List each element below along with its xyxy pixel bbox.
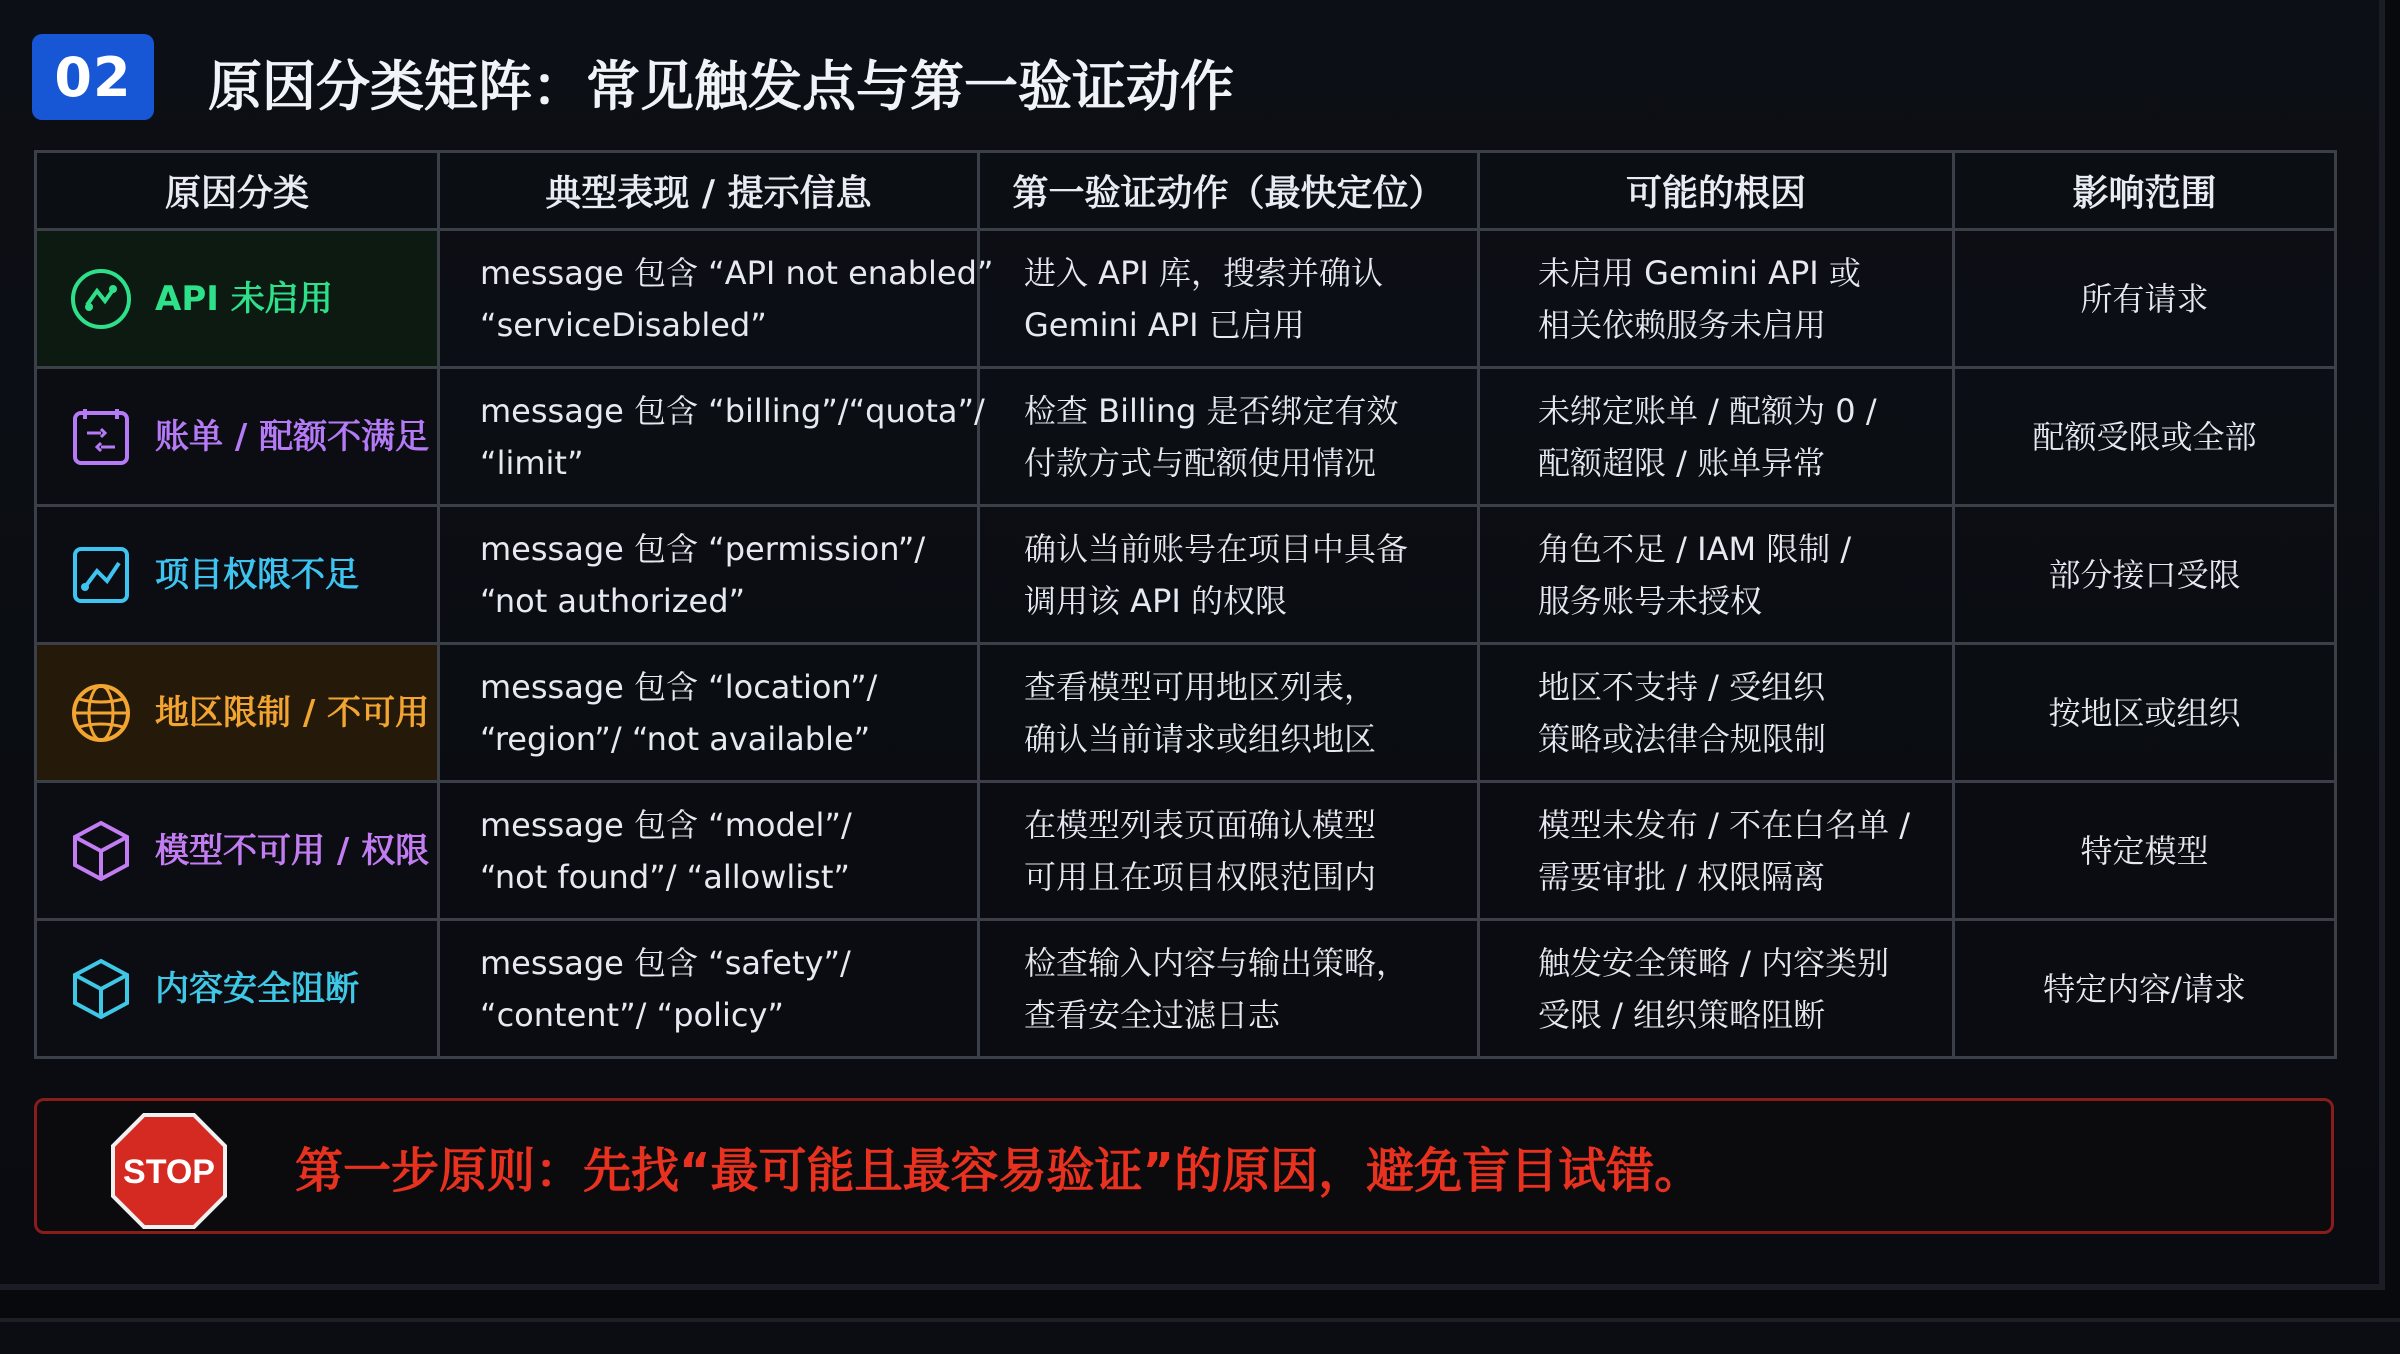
first-action-cell	[979, 506, 1479, 644]
slide-title: 原因分类矩阵：常见触发点与第一验证动作	[208, 54, 1234, 118]
symptom-line: message 包含 “billing”/“quota”/	[480, 391, 985, 430]
table-row	[36, 644, 2336, 782]
action-line: 检查输入内容与输出策略，	[1024, 943, 1409, 982]
action-line: 可用且在项目权限范围内	[1024, 857, 1377, 896]
symptom-line: “not found”/ “allowlist”	[480, 857, 850, 896]
category-label: API 未启用	[155, 278, 333, 319]
scope-cell: 配额受限或全部	[1954, 368, 2336, 506]
action-line: 确认当前请求或组织地区	[1024, 719, 1377, 758]
svg-text:STOP: STOP	[123, 1153, 215, 1191]
cube-icon	[67, 817, 135, 885]
root-line: 模型未发布 / 不在白名单 /	[1538, 805, 1911, 844]
root-line: 配额超限 / 账单异常	[1538, 443, 1826, 482]
scope-cell: 所有请求	[1954, 230, 2336, 368]
stop-sign-icon	[109, 1111, 229, 1231]
symptom-cell	[439, 368, 985, 506]
principle-callout	[34, 1098, 2334, 1234]
root-line: 策略或法律合规限制	[1538, 719, 1827, 758]
action-line: 查看安全过滤日志	[1024, 995, 1281, 1034]
action-line: 在模型列表页面确认模型	[1024, 805, 1377, 844]
category-cell	[36, 920, 439, 1058]
root-cause-cell	[1479, 368, 1954, 506]
header-symptom: 典型表现 / 提示信息	[439, 152, 979, 230]
scope-cell: 特定内容/请求	[1954, 920, 2336, 1058]
first-step-principle: 第一步原则：先找“最可能且最容易验证”的原因，避免盲目试错。	[295, 1142, 1703, 1199]
category-cell	[36, 644, 439, 782]
next-slide-strip	[0, 1318, 2400, 1354]
category-cell	[36, 782, 439, 920]
scope-cell: 按地区或组织	[1954, 644, 2336, 782]
category-label: 地区限制 / 不可用	[155, 692, 430, 733]
table-row	[36, 506, 2336, 644]
category-cell	[36, 506, 439, 644]
action-line: 调用该 API 的权限	[1024, 581, 1287, 620]
category-label: 项目权限不足	[155, 554, 359, 595]
root-line: 需要审批 / 权限隔离	[1538, 857, 1826, 896]
root-line: 服务账号未授权	[1538, 581, 1763, 620]
action-line: 付款方式与配额使用情况	[1024, 443, 1377, 482]
first-action-cell	[979, 782, 1479, 920]
root-line: 地区不支持 / 受组织	[1538, 667, 1826, 706]
first-action-cell	[979, 920, 1479, 1058]
cause-matrix-table	[34, 150, 2337, 1059]
symptom-cell	[439, 506, 979, 644]
symptom-line: message 包含 “permission”/	[480, 529, 926, 568]
first-action-cell	[979, 230, 1479, 368]
symptom-line: “region”/ “not available”	[480, 719, 871, 758]
scope-cell: 特定模型	[1954, 782, 2336, 920]
symptom-cell	[439, 920, 979, 1058]
table-row	[36, 782, 2336, 920]
section-number-badge: 02	[32, 34, 154, 120]
root-cause-cell	[1479, 506, 1954, 644]
category-label: 内容安全阻断	[155, 968, 359, 1009]
header-category: 原因分类	[36, 152, 439, 230]
action-line: 检查 Billing 是否绑定有效	[1024, 391, 1399, 430]
symptom-line: message 包含 “API not enabled”	[480, 253, 994, 292]
symptom-line: “not authorized”	[480, 581, 746, 620]
symptom-line: message 包含 “location”/	[480, 667, 878, 706]
root-line: 触发安全策略 / 内容类别	[1538, 943, 1890, 982]
table-row	[36, 230, 2336, 368]
category-cell	[36, 368, 439, 506]
symptom-line: “content”/ “policy”	[480, 995, 784, 1034]
table-row	[36, 920, 2336, 1058]
category-label: 模型不可用 / 权限	[155, 830, 430, 871]
root-cause-cell	[1479, 644, 1954, 782]
action-line: 确认当前账号在项目中具备	[1024, 529, 1409, 568]
symptom-cell	[439, 782, 979, 920]
header-first-action: 第一验证动作（最快定位）	[979, 152, 1479, 230]
permission-icon	[67, 541, 135, 609]
root-line: 角色不足 / IAM 限制 /	[1538, 529, 1852, 568]
root-line: 未启用 Gemini API 或	[1538, 253, 1861, 292]
symptom-cell	[439, 230, 994, 368]
header-scope: 影响范围	[1954, 152, 2336, 230]
root-cause-cell	[1479, 920, 1954, 1058]
symptom-line: message 包含 “model”/	[480, 805, 852, 844]
root-line: 相关依赖服务未启用	[1538, 305, 1827, 344]
root-line: 未绑定账单 / 配额为 0 /	[1538, 391, 1877, 430]
billing-icon	[67, 403, 135, 471]
table-header-row	[36, 152, 2336, 230]
category-label: 账单 / 配额不满足	[155, 416, 430, 457]
table-row	[36, 368, 2336, 506]
first-action-cell	[979, 644, 1479, 782]
symptom-line: “limit”	[480, 443, 584, 482]
scope-cell: 部分接口受限	[1954, 506, 2336, 644]
globe-icon	[67, 679, 135, 747]
category-cell	[36, 230, 439, 368]
action-line: 进入 API 库，搜索并确认	[1024, 253, 1383, 292]
api-swap-icon	[67, 265, 135, 333]
root-line: 受限 / 组织策略阻断	[1538, 995, 1826, 1034]
symptom-cell	[439, 644, 979, 782]
shield-cube-icon	[67, 955, 135, 1023]
root-cause-cell	[1479, 782, 1954, 920]
action-line: 查看模型可用地区列表，	[1024, 667, 1377, 706]
header-root-cause: 可能的根因	[1479, 152, 1954, 230]
action-line: Gemini API 已启用	[1024, 305, 1305, 344]
symptom-line: message 包含 “safety”/	[480, 943, 851, 982]
first-action-cell	[979, 368, 1479, 506]
root-cause-cell	[1479, 230, 1954, 368]
symptom-line: “serviceDisabled”	[480, 305, 767, 344]
